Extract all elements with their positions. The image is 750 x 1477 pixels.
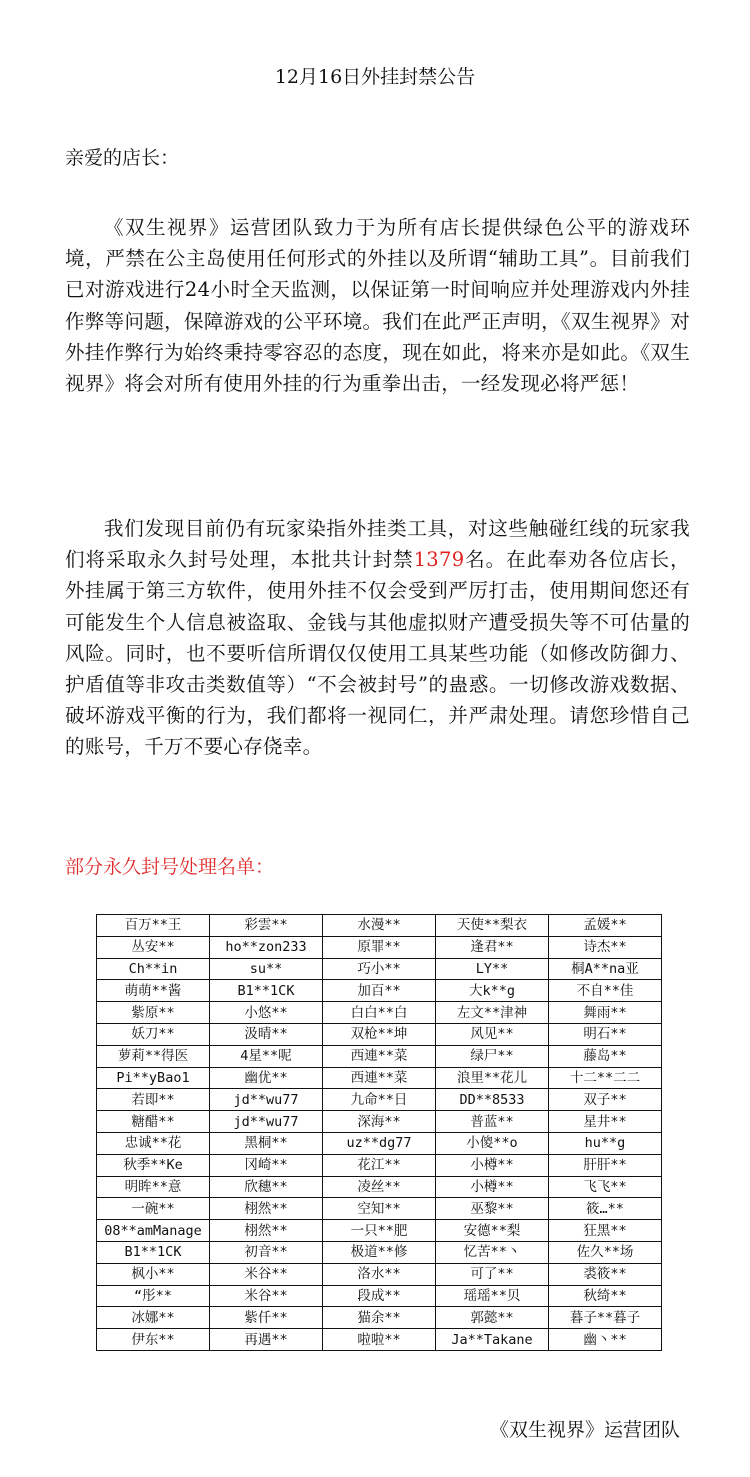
player-name-cell: 伊东** [97,1329,210,1351]
player-name-cell: 冰娜** [97,1307,210,1329]
player-name-cell: 黑桐** [210,1132,323,1154]
player-name-cell: 紫仟** [210,1307,323,1329]
table-row [97,958,662,980]
player-name-cell: 筱…** [549,1198,662,1220]
player-name-cell: 小悠** [210,1002,323,1024]
player-name-cell: 双枪**坤 [323,1023,436,1045]
table-row [97,1023,662,1045]
player-name-cell: 瑶瑶**贝 [436,1285,549,1307]
player-name-cell: jd**wu77 [210,1089,323,1111]
player-name-cell: 水漫** [323,915,436,937]
player-name-cell: 百万**王 [97,915,210,937]
player-name-cell: 佐久**场 [549,1241,662,1263]
player-name-cell: 西連**菜 [323,1045,436,1067]
player-name-cell: 猫余** [323,1307,436,1329]
player-name-cell: 可了** [436,1263,549,1285]
table-row [97,915,662,937]
player-name-cell: 米谷** [210,1263,323,1285]
player-name-cell: 左文**津神 [436,1002,549,1024]
player-name-cell: 巫黎** [436,1198,549,1220]
player-name-cell: 幽优** [210,1067,323,1089]
player-name-cell: 飞飞** [549,1176,662,1198]
table-row [97,1176,662,1198]
paragraph-ban-notice-before: 我们发现目前仍有玩家染指外挂类工具，对这些触碰红线的玩家我们将采取永久封号处理，本批共计封禁 [65,517,690,572]
paragraph-ban-notice [65,513,690,763]
player-name-cell: 极道**修 [323,1241,436,1263]
player-name-cell: 一碗** [97,1198,210,1220]
player-name-cell: 忠诚**花 [97,1132,210,1154]
player-name-cell: 汲晴** [210,1023,323,1045]
player-name-cell: 小樽** [436,1176,549,1198]
table-row [97,980,662,1002]
table-row [97,1241,662,1263]
player-name-cell: B1**1CK [97,1241,210,1263]
player-name-cell: 若即** [97,1089,210,1111]
player-name-cell: hu**g [549,1132,662,1154]
player-name-cell: 白白**白 [323,1002,436,1024]
player-name-cell: 栩然** [210,1220,323,1242]
player-name-cell: 4星**呢 [210,1045,323,1067]
table-row [97,1263,662,1285]
announcement-title: 12月16日外挂封禁公告 [274,66,476,88]
player-name-cell: su** [210,958,323,980]
player-name-cell: 枫小** [97,1263,210,1285]
player-name-cell: 西連**菜 [323,1067,436,1089]
player-name-cell: uz**dg77 [323,1132,436,1154]
player-name-cell: 加百** [323,980,436,1002]
player-name-cell: 双子** [549,1089,662,1111]
table-row [97,1067,662,1089]
player-name-cell: 裘筱** [549,1263,662,1285]
player-name-cell: 紫原** [97,1002,210,1024]
player-name-cell: 洛水** [323,1263,436,1285]
paragraph-ban-notice-after: 名。在此奉劝各位店长，外挂属于第三方软件，使用外挂不仅会受到严厉打击，使用期间您还有可能发生个人信息被盗取、金钱与其他虚拟财产遭受损失等不可估量的风险。同时，也不要听信所谓仅仅使用工具某些功能（如修改防御力、护盾值等非攻击类数值等）“不会被封号”的蛊惑。一切修改游戏数据、破坏游戏平衡的行为，我们都将一视同仁，并严肃处理。请您珍惜自己的账号，千万不要心存侥幸。 [65,548,690,759]
player-name-cell: 大k**g [436,980,549,1002]
player-name-cell: 花江** [323,1154,436,1176]
player-name-cell: 九命**日 [323,1089,436,1111]
player-name-cell: 欣穗** [210,1176,323,1198]
player-name-cell: 肝肝** [549,1154,662,1176]
banned-list-table [96,914,662,1351]
player-name-cell: 普蓝** [436,1111,549,1133]
player-name-cell: 深海** [323,1111,436,1133]
table-row [97,1045,662,1067]
player-name-cell: 小樽** [436,1154,549,1176]
player-name-cell: 小傻**o [436,1132,549,1154]
table-row [97,1329,662,1351]
player-name-cell: B1**1CK [210,980,323,1002]
player-name-cell: 狂黑** [549,1220,662,1242]
player-name-cell: ho**zon233 [210,936,323,958]
player-name-cell: 暮子**暮子 [549,1307,662,1329]
table-row [97,936,662,958]
player-name-cell: DD**8533 [436,1089,549,1111]
banned-count: 1379 [413,548,465,572]
player-name-cell: 浪里**花儿 [436,1067,549,1089]
player-name-cell: 明眸**意 [97,1176,210,1198]
player-name-cell: 桐A**na亚 [549,958,662,980]
player-name-cell: 萝莉**得医 [97,1045,210,1067]
player-name-cell: 初音** [210,1241,323,1263]
player-name-cell: 逢君** [436,936,549,958]
player-name-cell: 诗杰** [549,936,662,958]
player-name-cell: 明石** [549,1023,662,1045]
player-name-cell: 安德**梨 [436,1220,549,1242]
banned-list-body [97,915,662,1351]
player-name-cell: 舞雨** [549,1002,662,1024]
table-row [97,1220,662,1242]
table-row [97,1002,662,1024]
player-name-cell: 冈崎** [210,1154,323,1176]
player-name-cell: 星井** [549,1111,662,1133]
player-name-cell: 孟媛** [549,915,662,937]
player-name-cell: 丛安** [97,936,210,958]
player-name-cell: 天使**梨衣 [436,915,549,937]
table-row [97,1198,662,1220]
table-row [97,1285,662,1307]
signature: 《双生视界》运营团队 [489,1419,680,1441]
player-name-cell: 米谷** [210,1285,323,1307]
player-name-cell: 秋季**Ke [97,1154,210,1176]
player-name-cell: 藤岛** [549,1045,662,1067]
player-name-cell: 妖刀** [97,1023,210,1045]
player-name-cell: 十二**二二 [549,1067,662,1089]
banned-list-title: 部分永久封号处理名单： [65,856,275,878]
player-name-cell: 啦啦** [323,1329,436,1351]
table-row [97,1307,662,1329]
table-row [97,1089,662,1111]
player-name-cell: 不自**佳 [549,980,662,1002]
player-name-cell: 08**amManage [97,1220,210,1242]
player-name-cell: 再遇** [210,1329,323,1351]
player-name-cell: 彩雲** [210,915,323,937]
player-name-cell: 空知** [323,1198,436,1220]
player-name-cell: 幽丶** [549,1329,662,1351]
player-name-cell: 忆苦**丶 [436,1241,549,1263]
player-name-cell: 一只**肥 [323,1220,436,1242]
player-name-cell: 绿尸** [436,1045,549,1067]
player-name-cell: 段成** [323,1285,436,1307]
table-row [97,1132,662,1154]
player-name-cell: 萌萌**酱 [97,980,210,1002]
paragraph-policy: 《双生视界》运营团队致力于为所有店长提供绿色公平的游戏环境，严禁在公主岛使用任何形式的外挂以及所谓“辅助工具”。目前我们已对游戏进行24小时全天监测，以保证第一时间响应并处理游戏内外挂作弊等问题，保障游戏的公平环境。我们在此严正声明，《双生视界》对外挂作弊行为始终秉持零容忍的态度，现在如此，将来亦是如此。《双生视界》将会对所有使用外挂的行为重拳出击，一经发现必将严惩！ [65,216,690,396]
table-row [97,1111,662,1133]
player-name-cell: 原罪** [323,936,436,958]
player-name-cell: 风见** [436,1023,549,1045]
player-name-cell: 凌丝** [323,1176,436,1198]
greeting: 亲爱的店长： [65,147,180,169]
table-row [97,1154,662,1176]
player-name-cell: 糖醋** [97,1111,210,1133]
player-name-cell: 郭懿** [436,1307,549,1329]
player-name-cell: jd**wu77 [210,1111,323,1133]
player-name-cell: Pi**yBao1 [97,1067,210,1089]
player-name-cell: LY** [436,958,549,980]
player-name-cell: “彤** [97,1285,210,1307]
player-name-cell: 栩然** [210,1198,323,1220]
player-name-cell: Ch**in [97,958,210,980]
player-name-cell: 巧小** [323,958,436,980]
player-name-cell: Ja**Takane [436,1329,549,1351]
player-name-cell: 秋绮** [549,1285,662,1307]
